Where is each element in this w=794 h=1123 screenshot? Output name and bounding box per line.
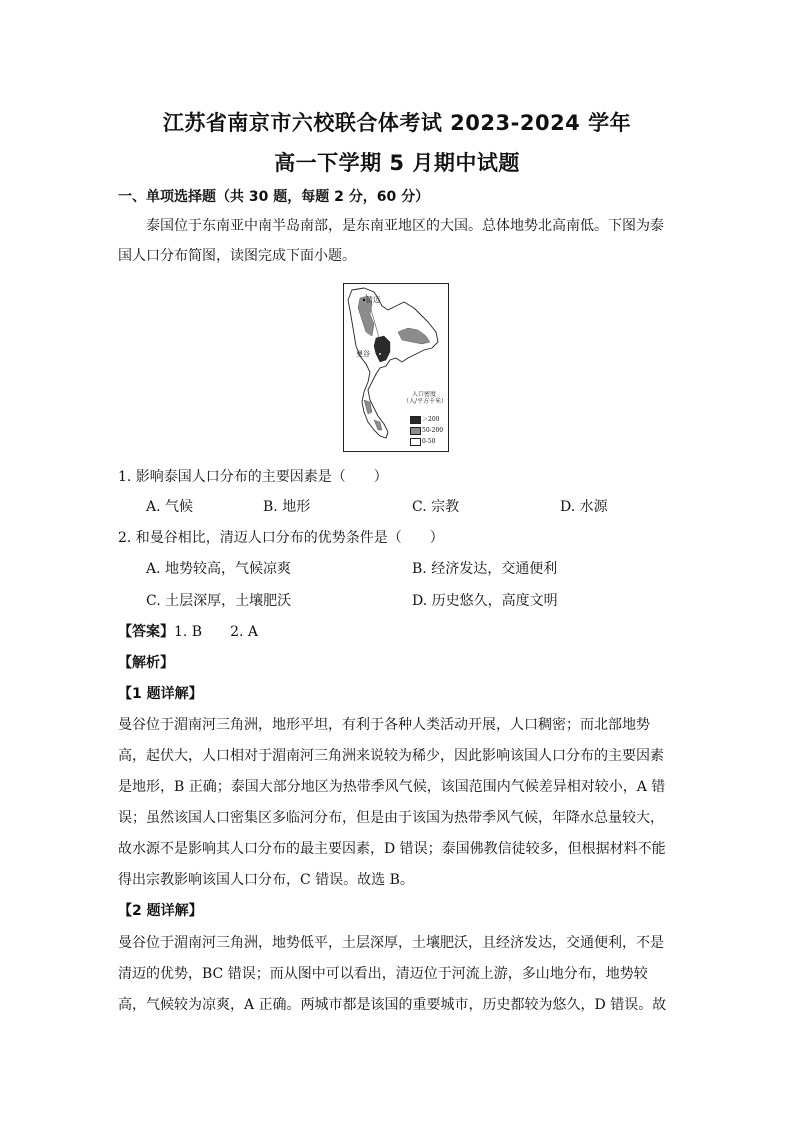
label-chiangmai: 清迈 <box>366 296 380 304</box>
question-2-stem: 2. 和曼谷相比，清迈人口分布的优势条件是（ ） <box>118 530 444 546</box>
legend-label-medium: 50-200 <box>422 427 444 434</box>
document-title-line2: 高一下学期 5 月期中试题 <box>274 151 520 175</box>
q2-detail-line: 高，气候较为凉爽，A 正确。两城市都是该国的重要城市，历史都较为悠久，D 错误。故 <box>118 997 667 1013</box>
q1-detail-label: 【1 题详解】 <box>118 686 203 702</box>
intro-line-2: 国人口分布简图，读图完成下面小题。 <box>118 248 356 264</box>
q1-detail-line: 是地形，B 正确；泰国大部分地区为热带季风气候，该国范围内气候差异相对较小，A 错 <box>118 779 666 795</box>
q1-detail-line: 高，起伏大，人口相对于湄南河三角洲来说较为稀少，因此影响该国人口分布的主要因素 <box>118 748 664 764</box>
answer-label: 【答案】 <box>118 624 174 640</box>
legend-swatch-low <box>410 438 421 446</box>
question-1-stem: 1. 影响泰国人口分布的主要因素是（ ） <box>118 469 388 485</box>
question-1-option-b: B. 地形 <box>263 499 311 515</box>
legend-label-high: ＞200 <box>422 416 440 423</box>
q2-detail-line: 曼谷位于湄南河三角洲，地势低平，土层深厚，土壤肥沃，且经济发达，交通便利，不是 <box>118 935 664 951</box>
document-title-line1: 江苏省南京市六校联合体考试 2023-2024 学年 <box>162 111 632 135</box>
q1-detail-line: 得出宗教影响该国人口分布，C 错误。故选 B。 <box>118 872 414 888</box>
intro-line-1: 泰国位于东南亚中南半岛南部，是东南亚地区的大国。总体地势北高南低。下图为泰 <box>146 218 664 234</box>
question-1-option-c: C. 宗教 <box>412 499 460 515</box>
bangkok-dot <box>379 353 381 355</box>
answer-row <box>118 622 678 642</box>
question-2-option-a: A. 地势较高，气候凉爽 <box>146 561 292 577</box>
legend-swatch-medium <box>410 427 421 435</box>
chiangmai-dot <box>363 299 365 301</box>
map-drawing <box>344 284 448 451</box>
legend-swatch-high <box>410 416 421 424</box>
question-2-option-c: C. 土层深厚，土壤肥沃 <box>146 593 292 609</box>
question-2-option-d: D. 历史悠久，高度文明 <box>412 593 558 609</box>
legend-title-2: （人/平方千米） <box>402 398 448 405</box>
answer-text: 1. B 2. A <box>174 624 259 640</box>
q1-detail-line: 曼谷位于湄南河三角洲，地形平坦，有利于各种人类活动开展，人口稠密；而北部地势 <box>118 717 650 733</box>
legend-title-1: 人口密度 <box>411 391 436 398</box>
label-bangkok: 曼谷 <box>356 350 370 358</box>
q2-detail-label: 【2 题详解】 <box>118 903 203 919</box>
q2-detail-line: 清迈的优势，BC 错误；而从图中可以看出，清迈位于河流上游，多山地分布，地势较 <box>118 966 648 982</box>
analysis-label: 【解析】 <box>118 655 174 671</box>
legend-label-low: 0-50 <box>422 438 436 445</box>
question-2-option-b: B. 经济发达，交通便利 <box>412 561 558 577</box>
question-1-option-a: A. 气候 <box>146 499 194 515</box>
q1-detail-line: 误；虽然该国人口密集区多临河分布，但是由于该国为热带季风气候，年降水总量较大， <box>118 810 664 826</box>
section-heading: 一、单项选择题（共 30 题，每题 2 分，60 分） <box>118 189 430 205</box>
q1-detail-line: 故水源不是影响其人口分布的最主要因素，D 错误；泰国佛教信徒较多，但根据材料不能 <box>118 841 666 857</box>
thailand-population-map <box>343 283 449 452</box>
question-1-option-d: D. 水源 <box>560 499 608 515</box>
